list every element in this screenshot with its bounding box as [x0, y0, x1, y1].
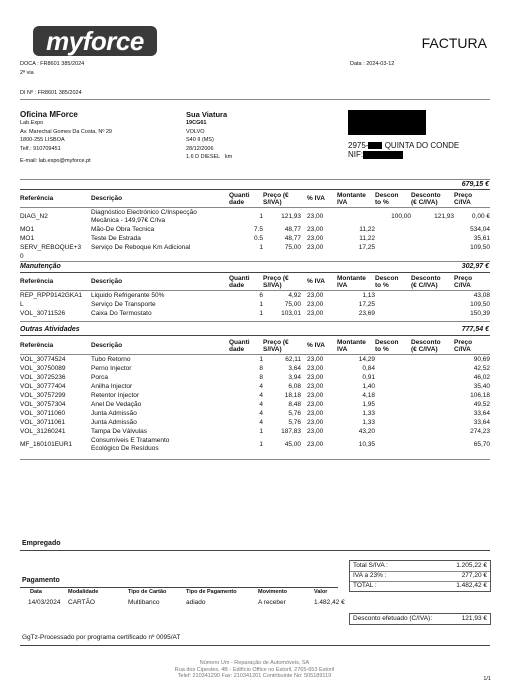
- row-amount: 0,91: [362, 374, 375, 381]
- copy-label: 2ª via: [20, 70, 34, 76]
- col-desc: Descrição: [91, 342, 123, 349]
- vehicle-model: S40 II (MS): [186, 137, 214, 143]
- section1-total: 679,15 €: [461, 181, 489, 188]
- row-vat: 23,00: [307, 365, 324, 372]
- row-vat: 23,00: [307, 213, 324, 220]
- footer: [0, 660, 509, 680]
- table-row: [20, 437, 490, 454]
- certification-text: GgTz-Processado por programa certificado nº 0095/AT: [22, 634, 181, 641]
- pay-col-mode: Modalidade: [68, 588, 99, 595]
- table-row: [20, 209, 490, 226]
- row-desc: Perno Injector: [91, 365, 132, 372]
- subtotal-label: Total S/IVA :: [353, 562, 388, 569]
- row-qty: 8: [259, 365, 263, 372]
- footer-line-3: Telef: 210341290 Fax: 210341201 Contribuinte No: 505189119: [177, 673, 332, 679]
- table-row: [20, 392, 490, 401]
- col-price-1: Preço (€: [263, 338, 289, 346]
- discount-value: 121,93 €: [461, 615, 487, 622]
- row-ref-wrap: 0: [20, 253, 24, 260]
- doc-ref: DOCA : FR8601 385/2024: [20, 61, 85, 67]
- col-disc: [375, 337, 411, 354]
- row-ref: VOL_30711526: [20, 310, 66, 317]
- row-desc: Porca: [91, 374, 108, 381]
- client-nif-line: [348, 150, 403, 159]
- totals-box: [349, 560, 491, 592]
- col-amount-1: Montante: [337, 191, 366, 199]
- row-desc: [91, 209, 229, 226]
- vehicle-brand: VOLVO: [186, 128, 205, 135]
- row-ref: L: [20, 301, 24, 308]
- col-amount-1: Montante: [337, 274, 366, 282]
- company-name: Oficina MForce: [20, 110, 78, 119]
- row-ref: DIAG_N2: [20, 213, 48, 220]
- col-price-2: S/IVA): [263, 281, 282, 289]
- row-desc: Retentor Injector: [91, 392, 140, 399]
- pay-date: 14/03/2024: [28, 599, 61, 606]
- divider: [20, 179, 490, 180]
- row-qty: 1: [259, 244, 263, 251]
- col-price: [263, 337, 301, 354]
- subtotal-value: 1.205,22 €: [456, 562, 487, 569]
- row-amount: 1,33: [362, 419, 375, 426]
- col-qty: [229, 337, 263, 354]
- col-disce: [411, 337, 454, 354]
- row-ref: SERV_REBOQUE+3: [20, 244, 82, 251]
- pay-mode: CARTÃO: [68, 599, 95, 606]
- row-vat: 23,00: [307, 410, 324, 417]
- row-qty: 4: [259, 401, 263, 408]
- col-amount: [337, 337, 375, 354]
- row-desc-1: Consumíveis E Tratamento: [91, 437, 170, 444]
- row-price: 187,83: [281, 428, 301, 435]
- row-amount: 10,35: [358, 441, 375, 448]
- row-total: 109,50: [470, 301, 490, 308]
- items-table-3: [20, 337, 490, 354]
- table-row: [20, 419, 490, 428]
- items-rows-1: [20, 209, 490, 261]
- vehicle-engine-text: 1.6 D DIESEL: [186, 154, 221, 160]
- col-vat: % IVA: [307, 195, 325, 202]
- page-number: 1/1: [483, 676, 491, 682]
- items-rows-3: [20, 356, 490, 454]
- table-row: [20, 596, 338, 607]
- table-row: [20, 410, 490, 419]
- row-desc: Anilha Injector: [91, 383, 133, 390]
- redacted-client-name: [348, 110, 426, 135]
- divider: [20, 99, 490, 100]
- row-disce: 121,93: [434, 213, 454, 220]
- divider: [20, 207, 490, 208]
- table-row: [20, 253, 490, 261]
- vehicle-block: [186, 110, 232, 161]
- doc-date: Data : 2024-03-12: [350, 61, 395, 67]
- row-vat: 23,00: [307, 374, 324, 381]
- row-amount: 14,29: [358, 356, 375, 363]
- row-vat: 23,00: [307, 419, 324, 426]
- row-price: 48,77: [284, 235, 301, 242]
- table-row: [20, 226, 490, 235]
- col-qty-1: Quanti: [229, 191, 250, 199]
- col-desc: Descrição: [91, 195, 123, 202]
- col-vat: % IVA: [307, 278, 325, 285]
- vat-value: 277,20 €: [461, 572, 487, 579]
- employee-label: Empregado: [22, 540, 61, 547]
- row-vat: 23,00: [307, 292, 324, 299]
- row-ref: MO1: [20, 226, 35, 233]
- vehicle-plate: 19CG61: [186, 120, 207, 126]
- col-qty-2: dade: [229, 198, 245, 206]
- col-disc-1: Descon: [375, 191, 399, 199]
- vehicle-title: Sua Viatura: [186, 110, 228, 119]
- redacted-nif: [363, 151, 403, 159]
- col-ref: Referência: [20, 278, 54, 285]
- row-vat: 23,00: [307, 383, 324, 390]
- row-total: 109,50: [470, 244, 490, 251]
- col-disce-1: Desconto: [411, 274, 441, 282]
- divider: [20, 335, 490, 336]
- divider: [20, 354, 490, 355]
- table-row: [20, 365, 490, 374]
- col-disce-2: (€ C/IVA): [411, 281, 438, 289]
- section3-total: 777,54 €: [461, 326, 489, 333]
- col-disce-2: (€ C/IVA): [411, 198, 438, 206]
- footer-line-1: Número Um - Reparação de Automóveis, SA: [199, 660, 310, 666]
- payment-table: [20, 588, 345, 607]
- section2-title: Manutenção: [20, 263, 61, 270]
- row-price: 103,01: [281, 310, 301, 317]
- row-ref: VOL_30750089: [20, 365, 66, 372]
- table-row: [20, 383, 490, 392]
- row-vat: 23,00: [307, 310, 324, 317]
- row-qty: 0.5: [253, 235, 263, 242]
- row-qty: 4: [259, 410, 263, 417]
- col-amount: [337, 273, 375, 290]
- row-ref: VOL_30711060: [20, 410, 66, 417]
- row-total: 150,39: [470, 310, 490, 317]
- col-total: Preço C/IVA: [454, 274, 473, 289]
- row-total: 46,02: [473, 374, 490, 381]
- col-qty-2: dade: [229, 281, 245, 289]
- redacted-postal: [368, 142, 382, 149]
- client-postal: 2975-: [348, 141, 369, 150]
- row-amount: 17,25: [358, 244, 375, 251]
- col-disc: [375, 273, 411, 290]
- col-desc: Descrição: [91, 278, 123, 285]
- row-vat: 23,00: [307, 235, 324, 242]
- row-qty: 1: [259, 441, 263, 448]
- col-amount-2: IVA: [337, 345, 348, 353]
- table-row: [20, 292, 490, 301]
- pay-col-date: Data: [30, 588, 42, 595]
- row-total: 274,23: [470, 428, 490, 435]
- row-desc: Tubo Retorno: [91, 356, 131, 363]
- table-row: [20, 235, 490, 244]
- row-amount: 4,18: [362, 392, 375, 399]
- col-disce: [411, 190, 454, 207]
- row-desc-1: Diagnóstico Electrónico C/Inspecção: [91, 209, 197, 216]
- col-amount-1: Montante: [337, 338, 366, 346]
- row-price: 75,00: [284, 244, 301, 251]
- row-price: 62,11: [285, 356, 301, 363]
- pay-col-card: Tipo de Cartão: [128, 588, 167, 595]
- company-address: Av. Marechal Gomes Da Costa, Nº 29: [20, 128, 112, 135]
- row-vat: 23,00: [307, 401, 324, 408]
- row-qty: 4: [259, 392, 263, 399]
- row-ref: VOL_31260241: [20, 428, 66, 435]
- row-total: 33,64: [473, 410, 490, 417]
- row-ref: MO1: [20, 235, 35, 242]
- company-postal: 1800-255 LISBOA: [20, 137, 65, 143]
- row-ref: VOL_30774524: [20, 356, 66, 363]
- client-locality: QUINTA DO CONDE: [384, 141, 460, 150]
- row-price: 5,76: [288, 410, 301, 417]
- table-row: [20, 374, 490, 383]
- row-desc-2: Ecológico De Resíduos: [91, 444, 159, 452]
- row-desc: Junta Admissão: [91, 419, 137, 426]
- row-desc: [91, 437, 229, 454]
- row-ref: MF_160101EUR1: [20, 441, 73, 448]
- col-price-2: S/IVA): [263, 198, 282, 206]
- col-amount: [337, 190, 375, 207]
- col-disce: [411, 273, 454, 290]
- row-disc: 100,00: [391, 213, 411, 220]
- payment-title: Pagamento: [22, 577, 60, 584]
- row-amount: 1,95: [362, 401, 375, 408]
- row-price: 8,48: [288, 401, 301, 408]
- row-ref: VOL_30711061: [20, 419, 66, 426]
- section3-title: Outras Atividades: [20, 326, 80, 333]
- row-vat: 23,00: [307, 441, 324, 448]
- doc-number: DI Nº : FR8601 385/2024: [20, 90, 82, 96]
- col-amount-2: IVA: [337, 198, 348, 206]
- total-value: 1.482,42 €: [456, 582, 487, 589]
- row-price: 3,94: [288, 374, 301, 381]
- col-price-1: Preço (€: [263, 191, 289, 199]
- row-desc: Liquido Refrigerante 50%: [91, 292, 165, 299]
- col-amount-2: IVA: [337, 281, 348, 289]
- row-price: 3,64: [288, 365, 301, 372]
- row-desc: Caixa Do Termostato: [91, 310, 152, 317]
- col-price: [263, 273, 301, 290]
- row-price: 121,93: [281, 213, 301, 220]
- row-amount: 11,22: [359, 226, 375, 233]
- col-disce-1: Desconto: [411, 338, 441, 346]
- row-total: 33,64: [473, 419, 490, 426]
- row-ref: VOL_30757299: [20, 392, 66, 399]
- row-amount: 1,13: [362, 292, 375, 299]
- row-desc: Serviço De Transporte: [91, 301, 156, 308]
- row-price: 48,77: [284, 226, 301, 233]
- row-total: 534,04: [470, 226, 490, 233]
- row-desc: Serviço De Reboque Km Adicional: [91, 244, 191, 251]
- row-desc: Teste De Estrada: [91, 235, 141, 242]
- col-ref: Referência: [20, 195, 54, 202]
- col-disc-2: to %: [375, 198, 389, 206]
- row-total: 0,00 €: [471, 213, 490, 220]
- col-disc-1: Descon: [375, 274, 399, 282]
- client-postal-line: [348, 141, 459, 150]
- client-nif-label: NIF:: [348, 150, 364, 159]
- col-ref: Referência: [20, 342, 54, 349]
- divider: [20, 645, 490, 646]
- col-qty-1: Quanti: [229, 274, 250, 282]
- col-disc: [375, 190, 411, 207]
- pay-type: adiado: [186, 599, 206, 606]
- col-disc-2: to %: [375, 345, 389, 353]
- row-qty: 1: [259, 310, 263, 317]
- row-total: 49,52: [473, 401, 490, 408]
- row-amount: 23,69: [358, 310, 375, 317]
- col-price: [263, 190, 301, 207]
- col-total: Preço C/IVA: [454, 191, 473, 206]
- pay-value: 1.482,42 €: [314, 599, 345, 606]
- row-vat: 23,00: [307, 301, 324, 308]
- row-amount: 43,20: [358, 428, 375, 435]
- table-row: [20, 301, 490, 310]
- row-price: 75,00: [284, 301, 301, 308]
- vat-label: IVA a 23% :: [353, 572, 387, 579]
- row-price: 4,92: [288, 292, 301, 299]
- pay-col-value: Valor: [314, 588, 328, 595]
- row-amount: 17,25: [358, 301, 375, 308]
- divider: [20, 459, 490, 460]
- row-total: 65,70: [473, 441, 490, 448]
- discount-box: [349, 613, 491, 625]
- row-qty: 1: [259, 356, 263, 363]
- table-row: [20, 244, 490, 253]
- row-total: 106,18: [470, 392, 490, 399]
- section2-total: 302,97 €: [461, 263, 489, 270]
- row-desc-2: Mecânica - 149,97€ C/Iva: [91, 216, 166, 224]
- col-disce-2: (€ C/IVA): [411, 345, 438, 353]
- row-ref: REP_RPP9142GKA1: [20, 292, 83, 299]
- col-disc-1: Descon: [375, 338, 399, 346]
- company-sub: Lab.Expo: [20, 120, 44, 126]
- col-qty: [229, 273, 263, 290]
- row-amount: 0,84: [362, 365, 375, 372]
- row-ref: VOL_30777404: [20, 383, 66, 390]
- pay-col-type: Tipo de Pagamento: [186, 588, 237, 595]
- vehicle-km: km: [224, 154, 233, 160]
- row-desc: Anel De Vedação: [91, 401, 142, 408]
- items-table-2: [20, 273, 490, 290]
- myforce-logo: myforce: [33, 26, 157, 56]
- row-qty: 6: [259, 292, 263, 299]
- col-qty: [229, 190, 263, 207]
- col-disc-2: to %: [375, 281, 389, 289]
- row-ref: VOL_30725236: [20, 374, 66, 381]
- table-row: [20, 401, 490, 410]
- col-qty-1: Quanti: [229, 338, 250, 346]
- vehicle-date: 28/12/2006: [186, 145, 214, 152]
- document-title: FACTURA: [421, 35, 487, 51]
- row-amount: 1,40: [362, 383, 375, 390]
- pay-card: Multibanco: [128, 599, 160, 606]
- row-total: 42,52: [473, 365, 490, 372]
- row-vat: 23,00: [307, 392, 324, 399]
- divider: [20, 290, 490, 291]
- row-total: 35,61: [473, 235, 490, 242]
- pay-move: A receber: [258, 599, 286, 606]
- col-vat: % IVA: [307, 342, 325, 349]
- row-vat: 23,00: [307, 244, 324, 251]
- row-desc: Mão-De Obra Tecnica: [91, 226, 155, 233]
- company-block: [20, 110, 112, 165]
- row-ref: VOL_30757304: [20, 401, 66, 408]
- row-amount: 11,22: [359, 235, 375, 242]
- row-vat: 23,00: [307, 356, 324, 363]
- company-email: E-mail: lab.expo@myforce.pt: [20, 158, 91, 164]
- row-total: 35,40: [473, 383, 490, 390]
- row-vat: 23,00: [307, 226, 324, 233]
- col-qty-2: dade: [229, 345, 245, 353]
- divider: [20, 321, 490, 322]
- vehicle-engine: [186, 154, 232, 161]
- row-price: 5,76: [288, 419, 301, 426]
- row-vat: 23,00: [307, 428, 324, 435]
- row-amount: [337, 209, 375, 226]
- row-amount: 1,33: [362, 410, 375, 417]
- row-price: 45,00: [284, 441, 301, 448]
- row-qty: 1: [259, 428, 263, 435]
- table-row: [20, 310, 490, 319]
- row-qty: 4: [259, 419, 263, 426]
- items-table-1: [20, 190, 490, 207]
- items-rows-2: [20, 292, 490, 319]
- row-qty: 1: [259, 213, 263, 220]
- row-desc: Tampa De Válvulas: [91, 428, 147, 435]
- row-qty: 7.5: [253, 226, 263, 233]
- company-phone: Telf.: 910709451: [20, 145, 61, 152]
- col-price-1: Preço (€: [263, 274, 289, 282]
- row-qty: 4: [259, 383, 263, 390]
- footer-line-2: Rua dos Cipestes, 4B - Edifício Office no Estoril, 2765-653 Estoril: [174, 666, 335, 673]
- row-price: 18,18: [284, 392, 301, 399]
- divider: [20, 261, 490, 262]
- table-row: [20, 356, 490, 365]
- row-total: 43,08: [473, 292, 490, 299]
- row-price: 6,08: [288, 383, 301, 390]
- row-desc: Junta Admissão: [91, 410, 137, 417]
- col-total: Preço C/IVA: [454, 338, 473, 353]
- table-row: [20, 428, 490, 437]
- discount-label: Desconto efetuado (C/IVA):: [353, 615, 433, 622]
- total-label: TOTAL :: [353, 582, 377, 589]
- row-total: 90,69: [473, 356, 490, 363]
- row-qty: 1: [259, 301, 263, 308]
- divider: [20, 550, 490, 551]
- col-disce-1: Desconto: [411, 191, 441, 199]
- col-price-2: S/IVA): [263, 345, 282, 353]
- pay-col-move: Movimento: [258, 588, 288, 595]
- row-qty: 8: [259, 374, 263, 381]
